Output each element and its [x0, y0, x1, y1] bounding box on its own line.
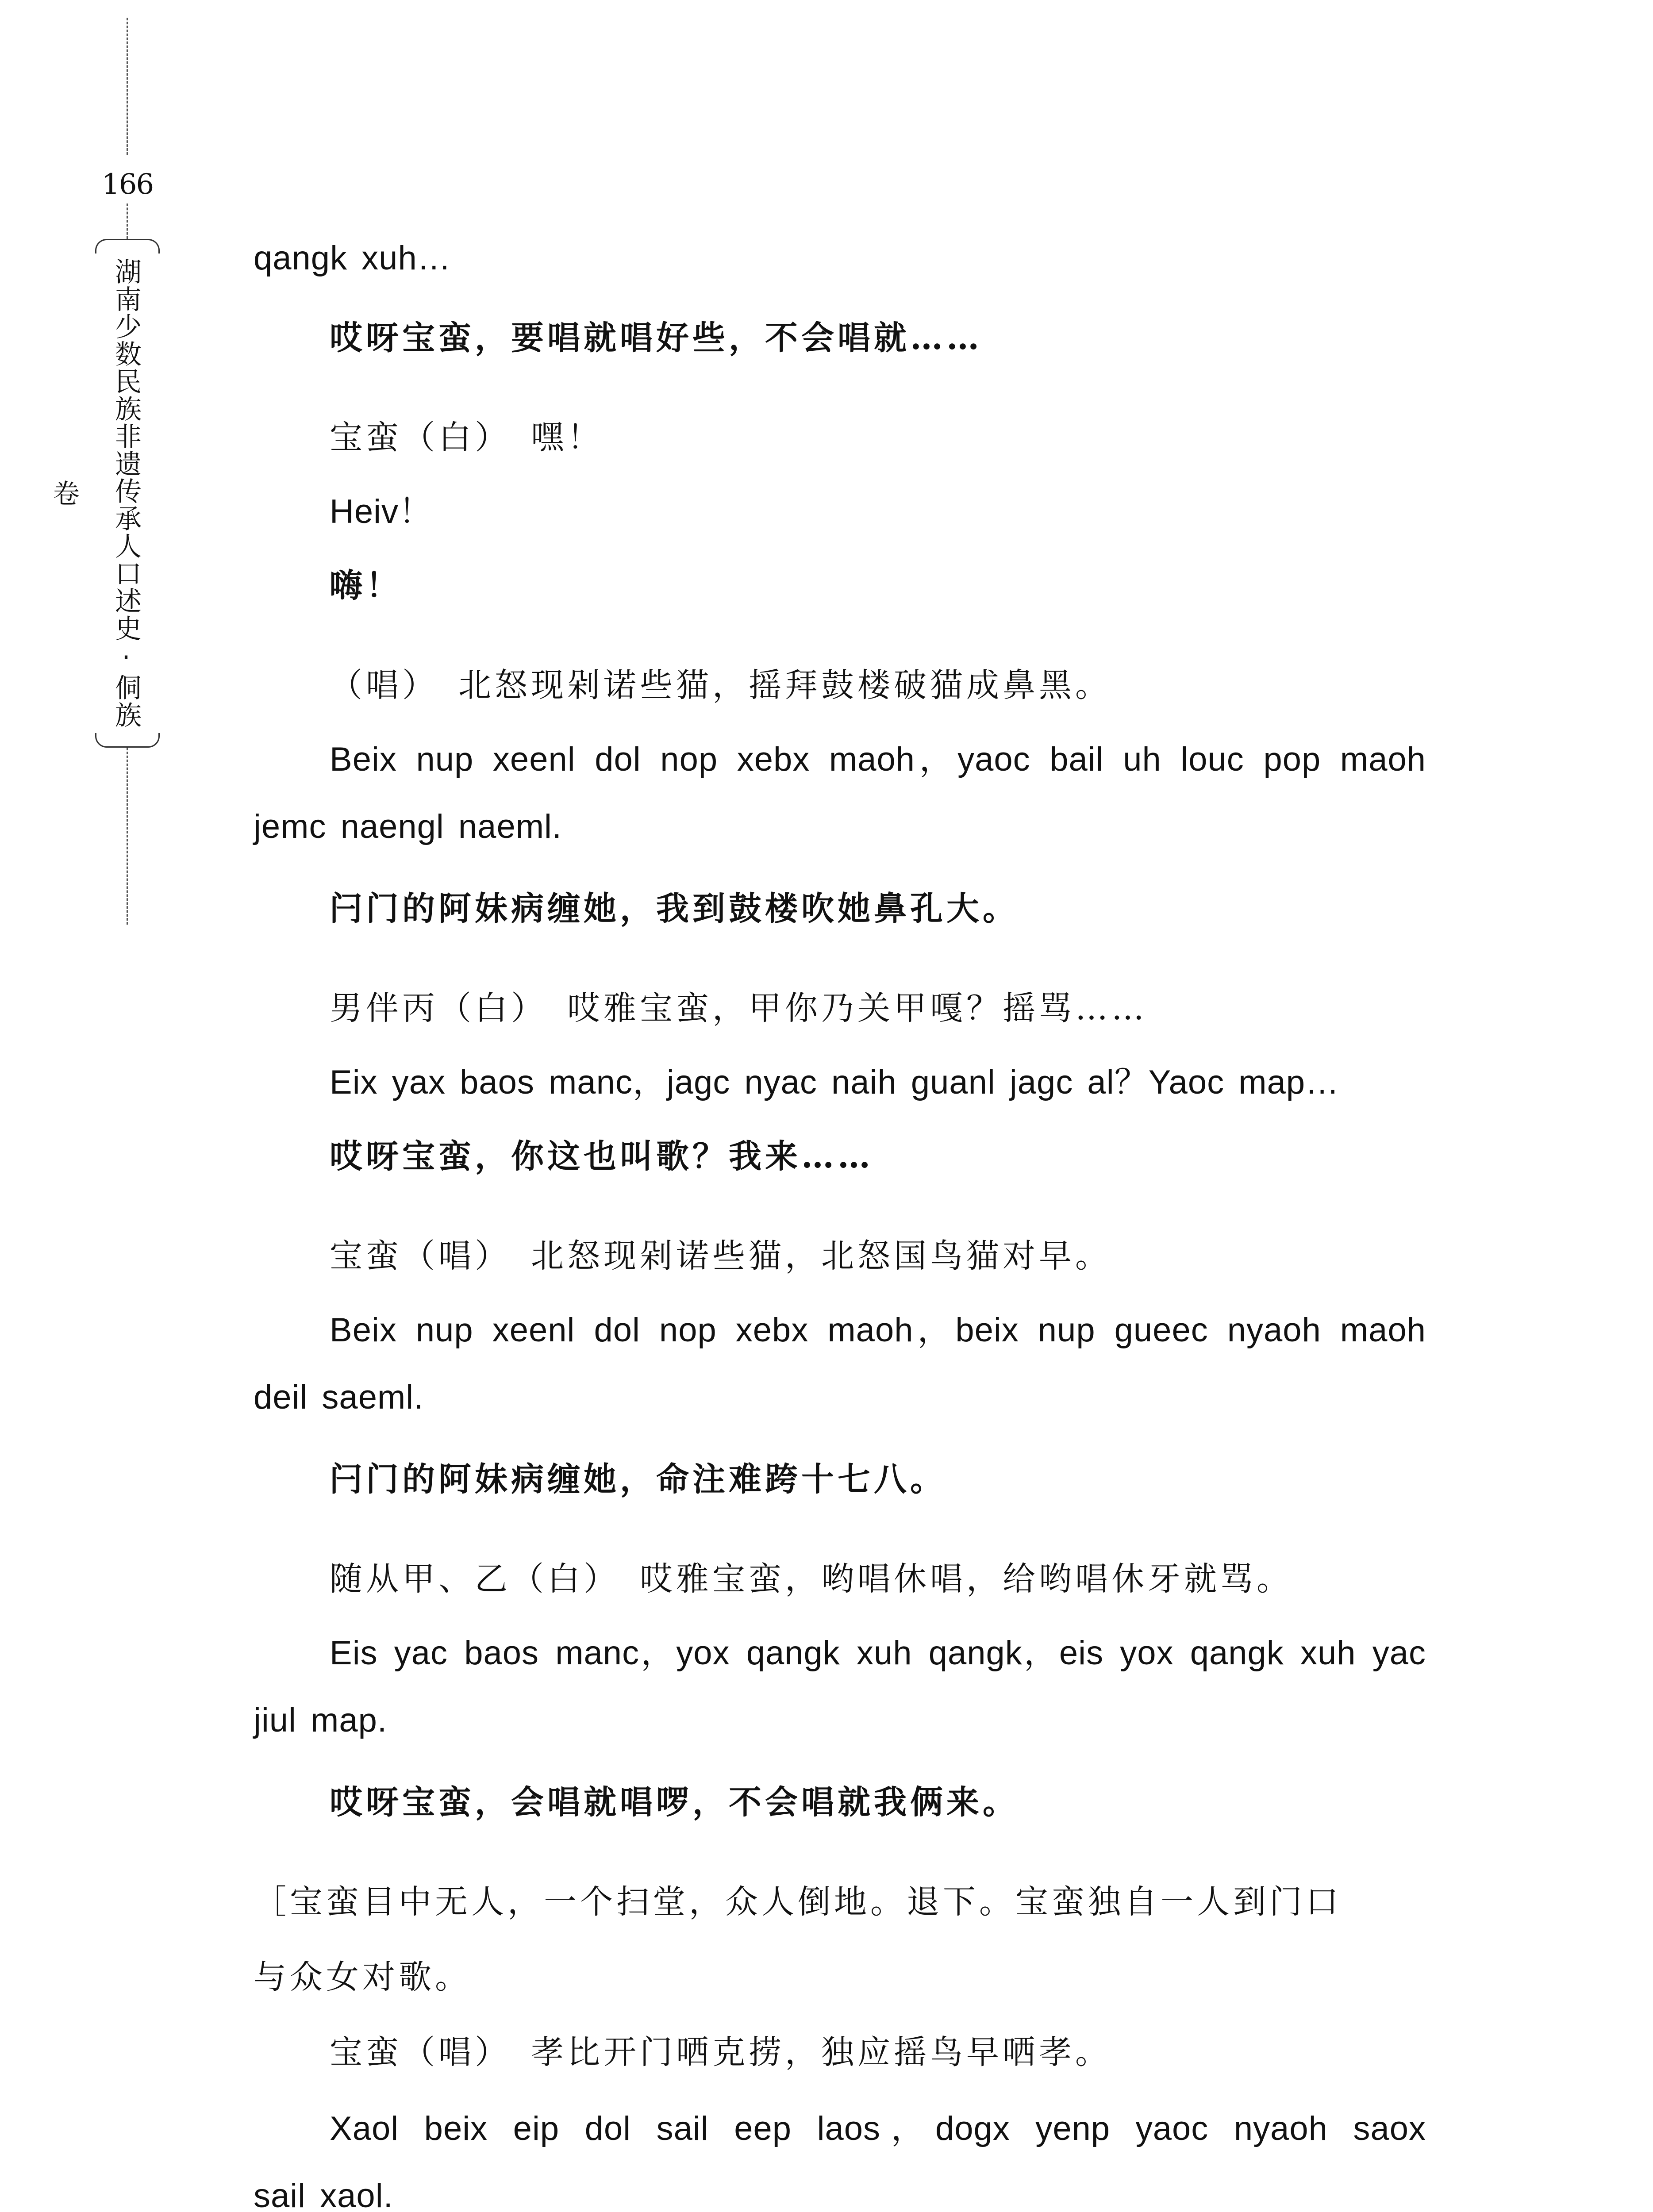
text-line: 闩门的阿妹病缠她，命注难跨十七八。	[330, 1460, 946, 1498]
text-line: 宝蛮（唱） 北怒现剁诺些猫，北怒国鸟猫对早。	[330, 1237, 1111, 1275]
text-line: Heiv！	[330, 493, 433, 530]
text-line: 男伴丙（白） 哎雅宝蛮，甲你乃关甲嘎？摇骂……	[330, 989, 1148, 1027]
text-line: 宝蛮（白） 嘿！	[330, 419, 604, 457]
text-line: deil saeml.	[254, 1379, 424, 1416]
text-line: ［宝蛮目中无人，一个扫堂，众人倒地。退下。宝蛮独自一人到门口	[254, 1883, 1342, 1921]
text-line: 闩门的阿妹病缠她，我到鼓楼吹她鼻孔大。	[330, 890, 1019, 928]
text-line: （唱） 北怒现剁诺些猫，摇拜鼓楼破猫成鼻黑。	[330, 666, 1111, 704]
text-line: 嗨！	[330, 567, 402, 605]
text-line: Eix yax baos manc，jagc nyac naih guanl jagc al？Yaoc map…	[330, 1064, 1340, 1101]
text-line: 哎呀宝蛮，要唱就唱好些，不会唱就……	[330, 319, 983, 357]
page-number: 166	[102, 168, 154, 201]
series-title: 湖南少数民族非遗传承人口述史·侗族卷	[49, 258, 142, 729]
text-line: Eis yac baos manc，yox qangk xuh qangk，eis yox qangk xuh yac	[330, 1634, 1426, 1672]
text-line: 宝蛮（唱） 孝比开门哂克捞，独应摇鸟早哂孝。	[330, 2033, 1111, 2071]
text-line: 随从甲、乙（白） 哎雅宝蛮，哟唱休唱，给哟唱休牙就骂。	[330, 1560, 1293, 1598]
text-line: 与众女对歌。	[254, 1958, 471, 1996]
text-line: Beix nup xeenl dol nop xebx maoh，yaoc bail uh louc pop maoh	[330, 741, 1426, 778]
text-line: 哎呀宝蛮，会唱就唱啰，不会唱就我俩来。	[330, 1783, 1019, 1821]
text-line: qangk xuh…	[254, 239, 451, 277]
text-line: jemc naengl naeml.	[254, 808, 562, 845]
text-line: Xaol beix eip dol sail eep laos，dogx yenp yaoc nyaoh saox	[330, 2110, 1426, 2147]
text-line: sail xaol.	[254, 2177, 393, 2212]
text-line: 哎呀宝蛮，你这也叫歌？我来……	[330, 1137, 874, 1175]
text-line: jiul map.	[254, 1701, 387, 1739]
text-line: Beix nup xeenl dol nop xebx maoh，beix nup gueec nyaoh maoh	[330, 1311, 1426, 1349]
